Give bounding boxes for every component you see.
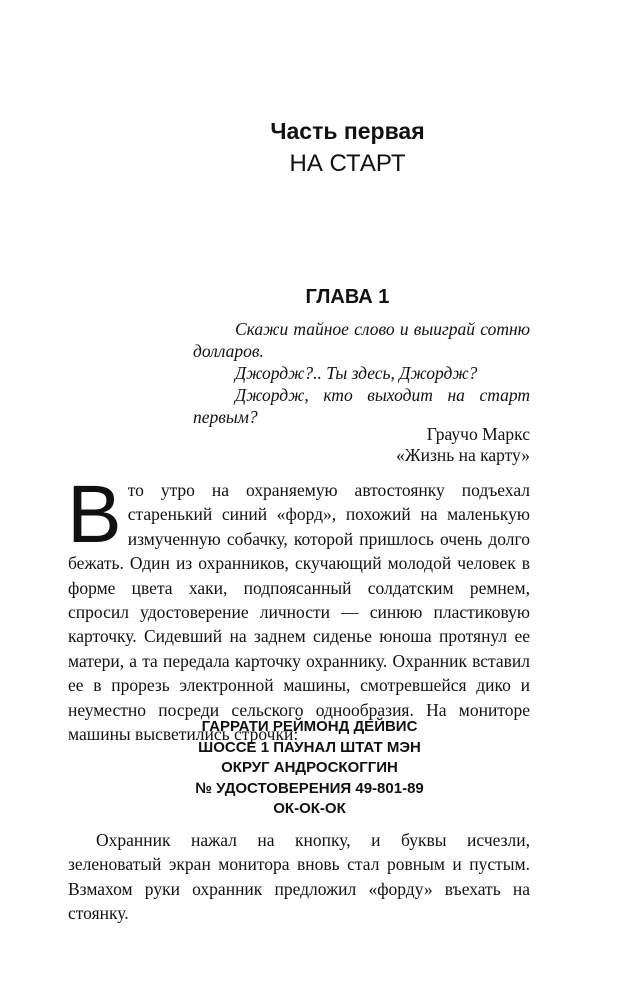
body-paragraph-2 <box>68 828 530 926</box>
epigraph-line: Скажи тайное слово и выиграй сотню долларов. <box>193 319 530 361</box>
epigraph-author: Граучо Маркс <box>426 424 530 444</box>
part-title: Часть первая <box>270 118 425 144</box>
epigraph-attribution <box>193 424 530 466</box>
monitor-line: ГАРРАТИ РЕЙМОНД ДЕЙВИС <box>201 718 418 735</box>
epigraph-line: Джордж, кто выходит на старт первым? <box>193 385 530 427</box>
epigraph-source: «Жизнь на карту» <box>396 445 530 465</box>
body-paragraph-1 <box>67 469 530 746</box>
monitor-readout <box>0 717 619 820</box>
paragraph-text: то утро на охраняемую автостоянку подъехал старенький синий «форд», похожий на маленькую измученную собачку, которой пришлось очень долго бежать. Один из охранников, скучающий молодой человек в форме цвета хаки, подпоясанный солдатским ремнем, спросил удостоверение личности — синюю пластиковую карточку. Сидевший на заднем сиденье юноша протянул ее матери, а та передала карточку охраннику. Охранник вставил ее в прорезь электронной машины, смотревшейся дико и неуместно посреди сельского однообразия. На мониторе машины высветились строчки: <box>68 480 530 745</box>
monitor-line: № УДОСТОВЕРЕНИЯ 49-801-89 <box>195 779 424 797</box>
epigraph-line: Джордж?.. Ты здесь, Джордж? <box>235 363 478 383</box>
part-subtitle: НА СТАРТ <box>289 150 406 177</box>
drop-cap: В <box>67 469 122 560</box>
epigraph <box>193 318 530 428</box>
monitor-line: ОК-ОК-ОК <box>273 800 346 817</box>
paragraph-text: Охранник нажал на кнопку, и буквы исчезли, зеленоватый экран монитора вновь стал ровным и пустым. Взмахом руки охранник предложил «форду» въехать на стоянку. <box>68 830 530 924</box>
chapter-title: ГЛАВА 1 <box>305 286 390 308</box>
monitor-line: ОКРУГ АНДРОСКОГГИН <box>221 759 398 776</box>
monitor-line: ШОССЕ 1 ПАУНАЛ ШТАТ МЭН <box>198 738 421 756</box>
